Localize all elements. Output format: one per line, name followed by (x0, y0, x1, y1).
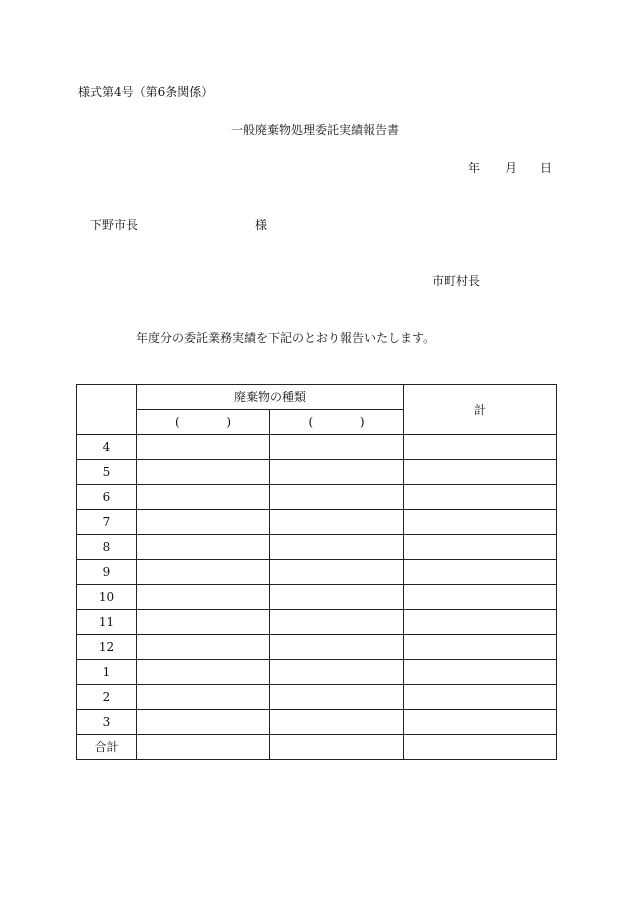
table-row (77, 460, 557, 485)
report-table (76, 384, 557, 760)
total-value-cell[interactable] (404, 710, 557, 735)
waste-type-2-value-cell[interactable] (270, 610, 404, 635)
row-label: 1 (77, 660, 137, 685)
addressee-honorific: 様 (255, 218, 268, 232)
waste-type-1-value-cell[interactable] (137, 435, 270, 460)
row-label: 6 (77, 485, 137, 510)
total-value-cell[interactable] (404, 635, 557, 660)
header-corner-cell (77, 385, 137, 435)
row-label: 合計 (77, 735, 137, 760)
total-value-cell[interactable] (404, 660, 557, 685)
report-statement: 年度分の委託業務実績を下記のとおり報告いたします。 (136, 331, 436, 345)
waste-type-header: 廃棄物の種類 (137, 385, 404, 410)
row-label: 3 (77, 710, 137, 735)
waste-type-2-value-cell[interactable] (270, 460, 404, 485)
paren-open: ( (175, 415, 180, 429)
table-row (77, 685, 557, 710)
row-label: 9 (77, 560, 137, 585)
row-label: 11 (77, 610, 137, 635)
waste-type-1-value-cell[interactable] (137, 735, 270, 760)
waste-type-1-value-cell[interactable] (137, 585, 270, 610)
waste-type-2-value-cell[interactable] (270, 560, 404, 585)
table-row (77, 735, 557, 760)
total-value-cell[interactable] (404, 460, 557, 485)
row-label: 5 (77, 460, 137, 485)
waste-type-2-parentheses (309, 416, 365, 428)
row-label: 8 (77, 535, 137, 560)
waste-type-2-value-cell[interactable] (270, 510, 404, 535)
waste-type-1-value-cell[interactable] (137, 535, 270, 560)
sender-label: 市町村長 (432, 274, 481, 288)
total-value-cell[interactable] (404, 685, 557, 710)
total-value-cell[interactable] (404, 585, 557, 610)
total-value-cell[interactable] (404, 560, 557, 585)
table-row (77, 560, 557, 585)
waste-type-2-value-cell[interactable] (270, 585, 404, 610)
table-row (77, 710, 557, 735)
waste-type-1-value-cell[interactable] (137, 635, 270, 660)
document-title: 一般廃棄物処理委託実績報告書 (231, 123, 400, 137)
row-label: 10 (77, 585, 137, 610)
waste-type-2-header (270, 410, 404, 435)
total-value-cell[interactable] (404, 535, 557, 560)
waste-type-2-value-cell[interactable] (270, 735, 404, 760)
paren-close: ) (359, 415, 365, 429)
table-row (77, 510, 557, 535)
row-label: 4 (77, 435, 137, 460)
waste-type-2-value-cell[interactable] (270, 535, 404, 560)
table-row (77, 635, 557, 660)
date-year-label: 年 (468, 161, 481, 175)
waste-type-2-value-cell[interactable] (270, 660, 404, 685)
table-row (77, 660, 557, 685)
row-label: 7 (77, 510, 137, 535)
waste-type-1-value-cell[interactable] (137, 485, 270, 510)
table-row (77, 435, 557, 460)
waste-type-1-value-cell[interactable] (137, 685, 270, 710)
waste-type-1-header (137, 410, 270, 435)
addressee-name: 下野市長 (90, 218, 139, 232)
waste-type-2-value-cell[interactable] (270, 485, 404, 510)
paren-close: ) (226, 415, 231, 429)
waste-type-1-value-cell[interactable] (137, 460, 270, 485)
row-label: 2 (77, 685, 137, 710)
waste-type-1-value-cell[interactable] (137, 710, 270, 735)
form-number: 様式第4号（第6条関係） (78, 85, 214, 99)
date-day-label: 日 (540, 161, 553, 175)
total-column-header: 計 (404, 385, 557, 435)
waste-type-1-value-cell[interactable] (137, 510, 270, 535)
total-value-cell[interactable] (404, 610, 557, 635)
waste-type-2-value-cell[interactable] (270, 435, 404, 460)
table-row (77, 485, 557, 510)
waste-type-1-parentheses (175, 416, 231, 428)
waste-type-1-value-cell[interactable] (137, 610, 270, 635)
total-value-cell[interactable] (404, 485, 557, 510)
waste-type-2-value-cell[interactable] (270, 710, 404, 735)
waste-type-2-value-cell[interactable] (270, 685, 404, 710)
table-row (77, 535, 557, 560)
paren-open: ( (308, 415, 314, 429)
total-value-cell[interactable] (404, 510, 557, 535)
total-value-cell[interactable] (404, 735, 557, 760)
table-row (77, 585, 557, 610)
waste-type-1-value-cell[interactable] (137, 560, 270, 585)
waste-type-2-value-cell[interactable] (270, 635, 404, 660)
date-month-label: 月 (505, 161, 518, 175)
waste-type-1-value-cell[interactable] (137, 660, 270, 685)
total-value-cell[interactable] (404, 435, 557, 460)
table-row (77, 610, 557, 635)
row-label: 12 (77, 635, 137, 660)
